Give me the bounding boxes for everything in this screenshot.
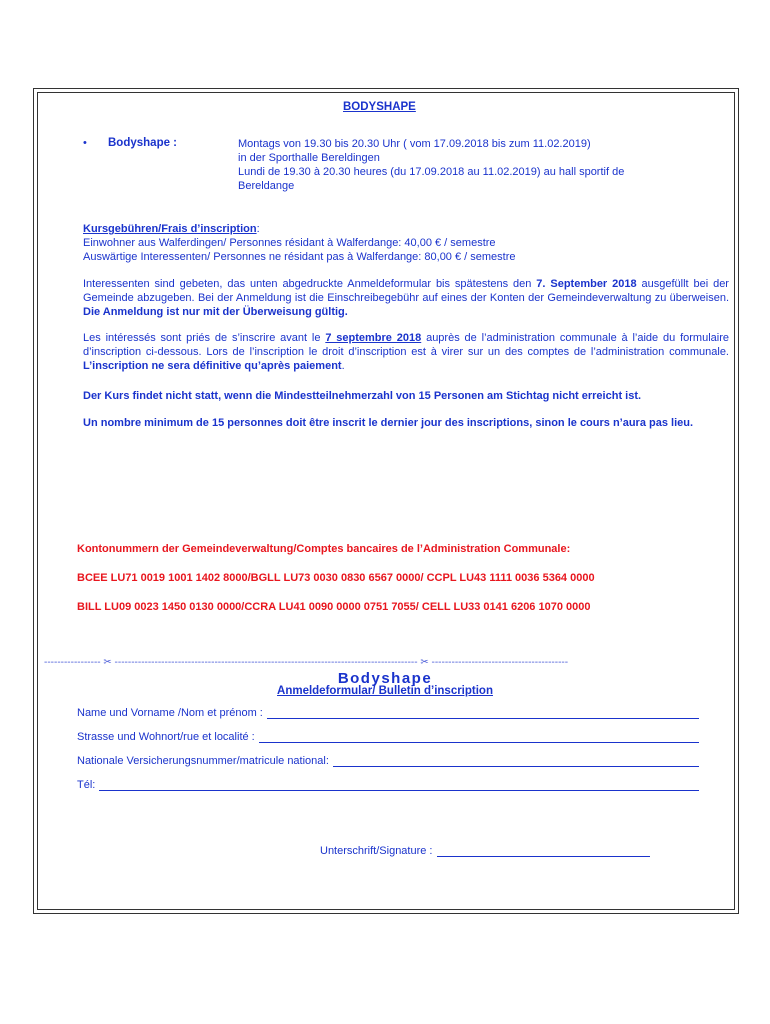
fee-line-resident: Einwohner aus Walferdingen/ Personnes résidant à Walferdange: 40,00 € / semestre: [83, 237, 496, 249]
phone-field[interactable]: [77, 779, 699, 791]
fees-section: [83, 222, 516, 264]
accounts-line-2: BILL LU09 0023 1450 0130 0000/CCRA LU41 0090 0000 0751 7055/ CELL LU33 0141 6206 1070 0000: [77, 601, 591, 613]
name-field-label: Name und Vorname /Nom et prénom :: [77, 707, 263, 719]
para-de-text-2: ausgefüllt bei der Gemeinde abzugeben. Bei der Anmeldung ist die Einschreibegebühr auf eines der Konten der Gemeindeverwaltung zu überweisen.: [83, 278, 729, 304]
insurance-number-field-line[interactable]: [333, 756, 699, 767]
fees-heading: Kursgebühren/Frais d’inscription: [83, 223, 257, 235]
course-label: Bodyshape :: [108, 137, 178, 149]
notice-french: Un nombre minimum de 15 personnes doit être inscrit le dernier jour des inscriptions, sinon le cours n’aura pas lieu.: [83, 417, 694, 429]
address-field-line[interactable]: [259, 732, 699, 743]
bullet-point-icon: •: [83, 137, 87, 149]
paragraph-french: [83, 331, 729, 373]
form-subtitle: Anmeldeformular/ Bulletin d’inscription: [277, 685, 493, 697]
scissors-cut-line: ----------------- ✂ ------------------------------------------------------------------------------------------- ✂ -----------------------------------------: [44, 657, 569, 668]
schedule-line: Bereldange: [238, 180, 295, 192]
insurance-number-field-label: Nationale Versicherungsnummer/matricule national:: [77, 755, 329, 767]
para-fr-text-2: auprès de l’administration communale à l’aide du formulaire d’inscription ci-dessous. Lors de l’inscription le droit d’inscription est à virer sur un des comptes de l’administration communale.: [83, 332, 729, 358]
phone-field-label: Tél:: [77, 779, 96, 791]
accounts-heading: Kontonummern der Gemeindeverwaltung/Comptes bancaires de l’Administration Communale:: [77, 543, 571, 555]
document-title: BODYSHAPE: [343, 101, 416, 113]
signature-label: Unterschrift/Signature :: [320, 845, 433, 857]
course-schedule: [238, 137, 708, 193]
address-field-label: Strasse und Wohnort/rue et localité :: [77, 731, 255, 743]
paragraph-german: [83, 277, 729, 319]
name-field[interactable]: [77, 707, 699, 719]
form-title: Bodyshape: [337, 670, 433, 687]
fee-line-nonresident: Auswärtige Interessenten/ Personnes ne résidant pas à Walferdange: 80,00 € / semestre: [83, 251, 516, 263]
signature-line[interactable]: [437, 846, 651, 857]
name-field-line[interactable]: [267, 708, 699, 719]
schedule-line: in der Sporthalle Bereldingen: [238, 152, 380, 164]
notice-german: Der Kurs findet nicht statt, wenn die Mindestteilnehmerzahl von 15 Personen am Stichtag nicht erreicht ist.: [83, 390, 642, 402]
address-field[interactable]: [77, 731, 699, 743]
accounts-line-1: BCEE LU71 0019 1001 1402 8000/BGLL LU73 0030 0830 6567 0000/ CCPL LU43 1111 0036 5364 0000: [77, 572, 595, 584]
para-fr-validity: L’inscription ne sera définitive qu’après paiement: [83, 360, 342, 372]
para-de-validity: Die Anmeldung ist nur mit der Überweisung gültig.: [83, 306, 348, 318]
schedule-line: Montags von 19.30 bis 20.30 Uhr ( vom 17.09.2018 bis zum 11.02.2019): [238, 138, 591, 150]
para-de-text: Interessenten sind gebeten, das unten abgedruckte Anmeldeformular bis spätestens den: [83, 278, 537, 290]
signature-field[interactable]: [320, 845, 650, 857]
fees-heading-colon: :: [256, 223, 260, 235]
insurance-number-field[interactable]: [77, 755, 699, 767]
para-fr-deadline: 7 septembre 2018: [325, 332, 422, 344]
schedule-line: Lundi de 19.30 à 20.30 heures (du 17.09.2018 au 11.02.2019) au hall sportif de: [238, 166, 625, 178]
para-de-deadline: 7. September 2018: [536, 278, 637, 290]
phone-field-line[interactable]: [99, 780, 699, 791]
para-fr-end: .: [341, 360, 345, 372]
para-fr-text: Les intéressés sont priés de s’inscrire avant le: [83, 332, 326, 344]
